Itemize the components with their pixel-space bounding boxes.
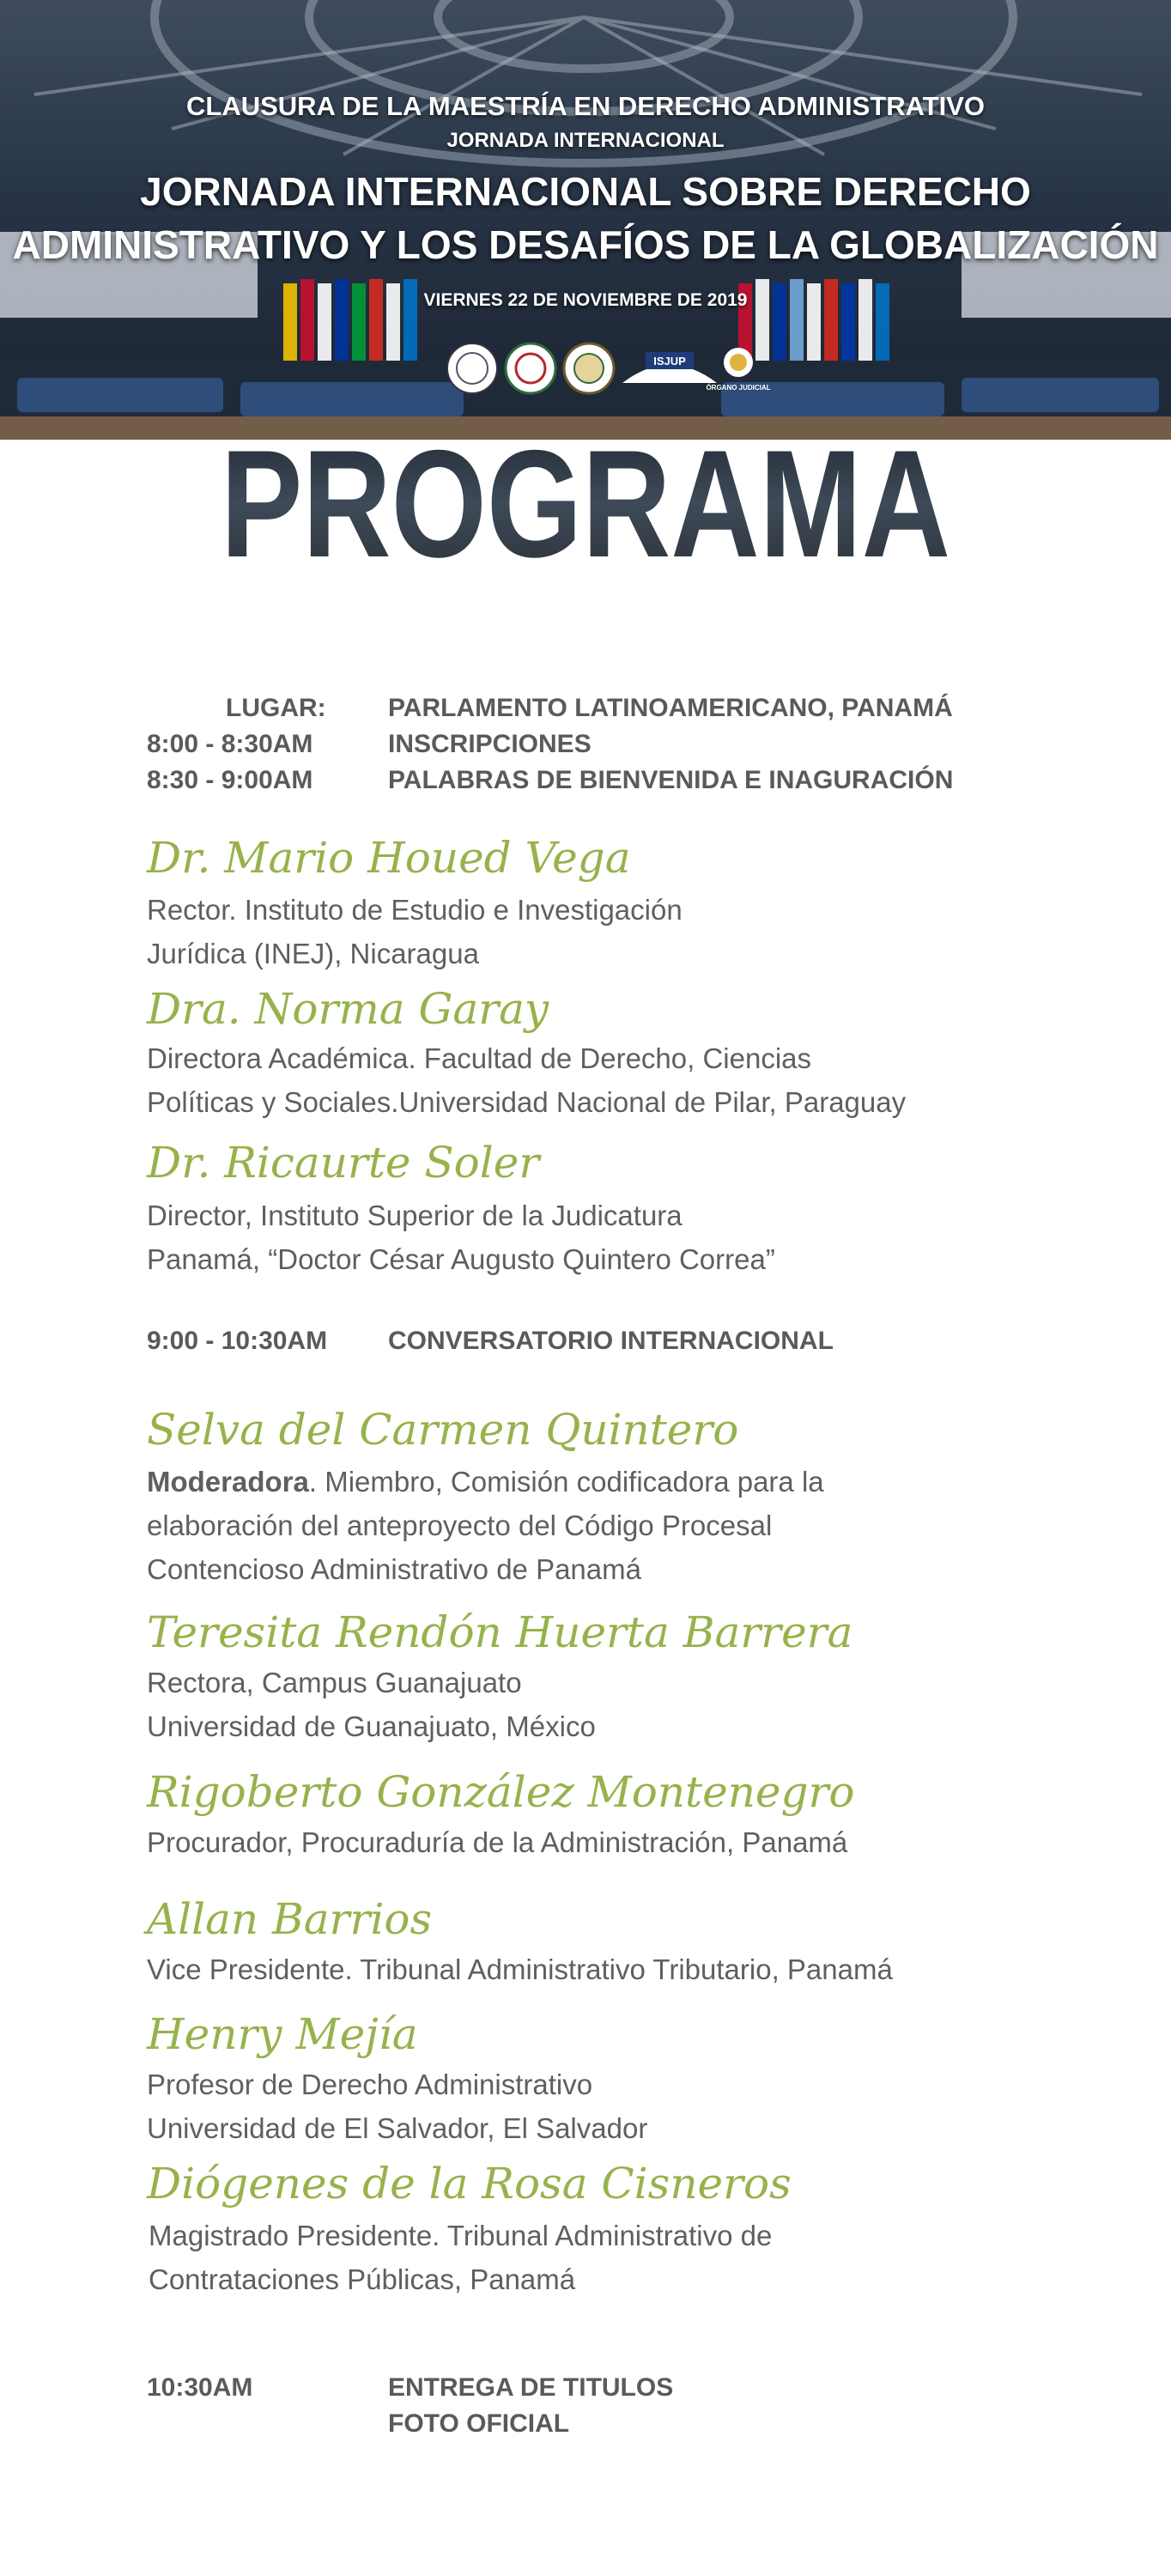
time-inscripciones: 8:00 - 8:30AM — [147, 730, 313, 758]
speaker-description-line: Universidad de El Salvador, El Salvador — [147, 2112, 648, 2144]
time-bienvenida: 8:30 - 9:00AM — [147, 766, 313, 794]
event-kicker: JORNADA INTERNACIONAL — [446, 129, 725, 152]
seal-logo-2 — [506, 343, 555, 393]
event-title-line1: JORNADA INTERNACIONAL SOBRE DERECHO — [140, 169, 1031, 214]
speaker-description-text: . Miembro, Comisión codificadora para la — [308, 1466, 824, 1498]
lugar-label: LUGAR: — [226, 694, 326, 722]
isjup-text: ISJUP — [653, 355, 686, 368]
event-subtitle: CLAUSURA DE LA MAESTRÍA EN DERECHO ADMINISTRATIVO — [186, 91, 985, 121]
event-date: VIERNES 22 DE NOVIEMBRE DE 2019 — [423, 290, 748, 310]
speaker-description-line: Universidad de Guanajuato, México — [147, 1710, 596, 1742]
time-closing: 10:30AM — [147, 2373, 253, 2402]
organo-judicial-text: ÓRGANO JUDICIAL — [706, 384, 771, 392]
speaker-name: Rigoberto González Montenegro — [147, 1767, 855, 1817]
item-inscripciones: INSCRIPCIONES — [388, 730, 592, 758]
speaker-description — [147, 1947, 1091, 1991]
speaker-description-line: Director, Instituto Superior de la Judicatura — [147, 1200, 683, 1231]
speaker-description — [147, 888, 1091, 975]
speaker-name: Allan Barrios — [147, 1894, 433, 1944]
speaker-description — [147, 1820, 1091, 1864]
speaker-description-line: Vice Presidente. Tribunal Administrativo Tributario, Panamá — [147, 1953, 893, 1985]
speaker-name: Diógenes de la Rosa Cisneros — [147, 2159, 792, 2208]
header-banner — [0, 0, 1171, 440]
speaker-description — [147, 1460, 1091, 1591]
speaker-description-line: Magistrado Presidente. Tribunal Administrativo de — [149, 2220, 773, 2251]
speaker-description — [147, 1036, 1091, 1124]
speaker-description-line: Contencioso Administrativo de Panamá — [147, 1553, 641, 1585]
item-conversatorio: CONVERSATORIO INTERNACIONAL — [388, 1327, 834, 1355]
speaker-description-line: Profesor de Derecho Administrativo — [147, 2069, 593, 2100]
programa-title: PROGRAMA — [221, 418, 950, 589]
speaker-description-line: Directora Académica. Facultad de Derecho, Ciencias — [147, 1042, 812, 1074]
speaker-description-line: Jurídica (INEJ), Nicaragua — [147, 938, 479, 969]
seal-logo-3 — [564, 343, 614, 393]
moderator-role: Moderadora — [147, 1466, 309, 1498]
speaker-description-line: Panamá, “Doctor César Augusto Quintero Correa” — [147, 1243, 775, 1275]
speaker-description — [147, 2063, 1091, 2150]
speaker-name: Dr. Mario Houed Vega — [147, 833, 631, 883]
seal-logo-1 — [447, 343, 497, 393]
time-conversatorio: 9:00 - 10:30AM — [147, 1327, 328, 1355]
speaker-description-line — [147, 1460, 1091, 1504]
isjup-logo — [622, 352, 717, 383]
lugar-value: PARLAMENTO LATINOAMERICANO, PANAMÁ — [388, 694, 953, 722]
speaker-description — [149, 2214, 1093, 2301]
speaker-description — [147, 1661, 1091, 1748]
speaker-name: Dra. Norma Garay — [147, 984, 549, 1034]
item-entrega-titulos: ENTREGA DE TITULOS — [388, 2373, 674, 2402]
speaker-description-line: Políticas y Sociales.Universidad Nacional de Pilar, Paraguay — [147, 1086, 907, 1118]
item-foto-oficial: FOTO OFICIAL — [388, 2409, 570, 2438]
event-title-line2: ADMINISTRATIVO Y LOS DESAFÍOS DE LA GLOBALIZACIÓN — [12, 222, 1159, 267]
speaker-name: Teresita Rendón Huerta Barrera — [147, 1607, 853, 1657]
speaker-name: Dr. Ricaurte Soler — [147, 1138, 540, 1188]
speaker-description-line: elaboración del anteproyecto del Código Procesal — [147, 1510, 773, 1541]
speaker-description-line: Rectora, Campus Guanajuato — [147, 1667, 522, 1698]
programa-title-graphic — [0, 418, 1171, 589]
item-bienvenida: PALABRAS DE BIENVENIDA E INAGURACIÓN — [388, 766, 954, 794]
institution-logos — [446, 338, 771, 398]
speaker-name: Selva del Carmen Quintero — [147, 1405, 739, 1455]
speaker-description-line: Procurador, Procuraduría de la Administración, Panamá — [147, 1826, 848, 1858]
speaker-description — [147, 1194, 1091, 1281]
speaker-description-line: Rector. Instituto de Estudio e Investigación — [147, 894, 683, 926]
speaker-name: Henry Mejía — [147, 2009, 418, 2059]
speaker-description-line: Contrataciones Públicas, Panamá — [149, 2263, 576, 2295]
